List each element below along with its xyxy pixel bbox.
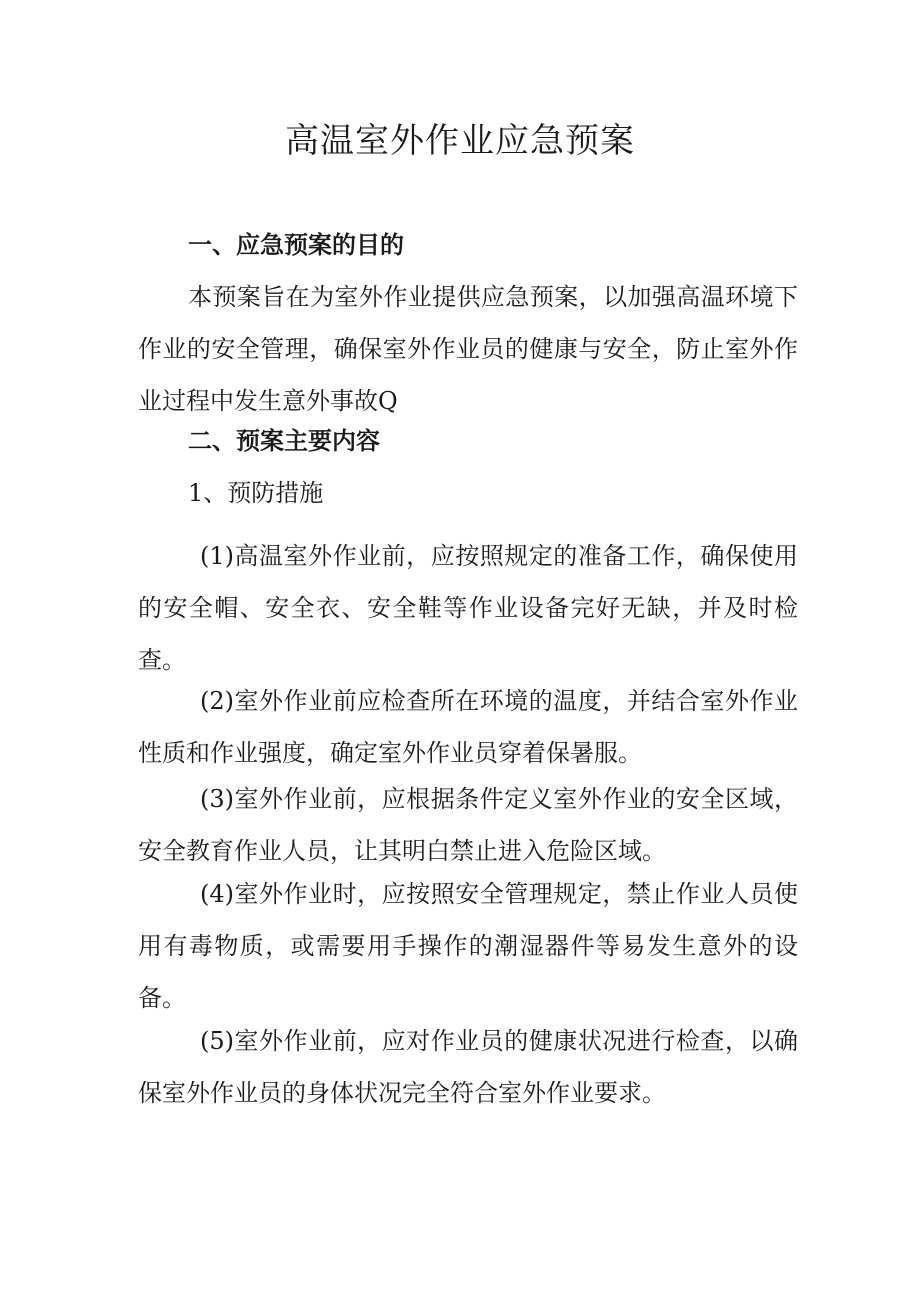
list-item: (3)室外作业前，应根据条件定义室外作业的安全区域，安全教育作业人员，让其明白禁止进入危险区域。	[138, 785, 798, 865]
section-2-heading: 二、预案主要内容	[188, 427, 380, 455]
list-item: (4)室外作业时，应按照安全管理规定，禁止作业人员使用有毒物质，或需要用手操作的潮湿器件等易发生意外的设备。	[138, 880, 798, 1012]
list-item: (1)高温室外作业前，应按照规定的准备工作，确保使用的安全帽、安全衣、安全鞋等作业设备完好无缺，并及时检查。	[138, 542, 798, 674]
page-title: 高温室外作业应急预案	[285, 121, 635, 161]
section-1-body: 本预案旨在为室外作业提供应急预案，以加强高温环境下作业的安全管理，确保室外作业员的健康与安全，防止室外作业过程中发生意外事故Q	[138, 283, 798, 415]
subsection-prevention-heading: 1、预防措施	[188, 479, 324, 507]
list-item: (5)室外作业前，应对作业员的健康状况进行检查，以确保室外作业员的身体状况完全符合室外作业要求。	[138, 1027, 798, 1107]
list-item: (2)室外作业前应检查所在环境的温度，并结合室外作业性质和作业强度，确定室外作业员穿着保暑服。	[138, 687, 798, 767]
section-1-heading: 一、应急预案的目的	[188, 231, 404, 259]
